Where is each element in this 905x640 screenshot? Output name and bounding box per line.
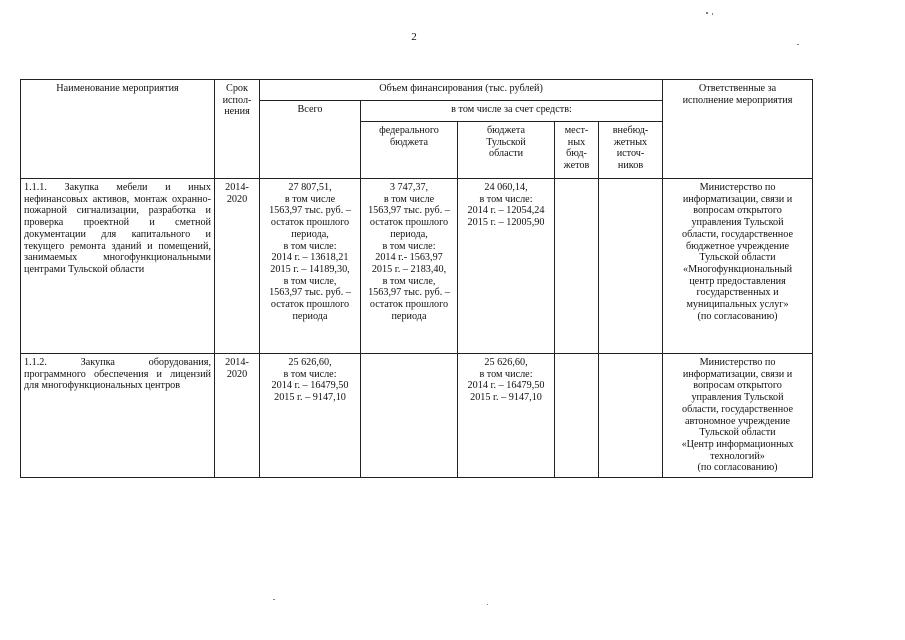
page-number: 2 [411,31,417,43]
header-including: в том числе за счет средств: [361,101,663,122]
header-funding: Объем финансирования (тыс. рублей) [260,80,663,101]
funding-extra [599,354,663,478]
header-regional: бюджета Тульской области [458,122,555,179]
responsible-party: Министерство по информатизации, связи и вопросам открытого управления Тульской области, государственное автономное учреждение Тульской области «Центр информационных технологий» (по согласованию) [663,354,813,478]
table-row [21,354,813,478]
table-row [21,179,813,354]
activity-name: 1.1.1. Закупка мебели и иных нефинансовых активов, монтаж охранно-пожарной сигнализации, разработка и проверка проектной и сметной документации для капитального и текущего ремонта зданий и помещений, занимаемых многофункциональными центрами Тульской области [21,179,215,354]
scan-speck [487,604,488,605]
funding-extra [599,179,663,354]
scan-speck [273,599,275,600]
activity-name: 1.1.2. Закупка оборудования, программного обеспечения и лицензий для многофункциональных центров [21,354,215,478]
funding-local [555,354,599,478]
funding-regional: 25 626,60, в том числе: 2014 г. – 16479,50 2015 г. – 9147,10 [458,354,555,478]
funding-local [555,179,599,354]
header-federal: федерального бюджета [361,122,458,179]
header-row [21,80,813,101]
funding-federal: 3 747,37, в том числе 1563,97 тыс. руб. – остаток прошлого периода, в том числе: 2014 г.- 1563,97 2015 г. – 2183,40, в том числе, 1563,97 тыс. руб. – остаток прошлого периода [361,179,458,354]
funding-table [20,79,813,478]
header-name: Наименование мероприятия [21,80,215,179]
activity-term: 2014- 2020 [215,179,260,354]
scan-speck [797,44,799,45]
funding-federal [361,354,458,478]
funding-regional: 24 060,14, в том числе: 2014 г. – 12054,24 2015 г. – 12005,90 [458,179,555,354]
header-extra: внебюд- жетных источ- ников [599,122,663,179]
funding-total: 25 626,60, в том числе: 2014 г. – 16479,50 2015 г. – 9147,10 [260,354,361,478]
header-local: мест- ных бюд- жетов [555,122,599,179]
scan-speck [712,13,713,15]
activity-term: 2014- 2020 [215,354,260,478]
responsible-party: Министерство по информатизации, связи и вопросам открытого управления Тульской области, государственное бюджетное учреждение Тульской области «Многофункциональный центр предоставления государственных и муниципальных услуг» (по согласованию) [663,179,813,354]
header-term: Срок испол- нения [215,80,260,179]
header-responsible: Ответственные за исполнение мероприятия [663,80,813,179]
scan-speck [706,12,708,14]
funding-total: 27 807,51, в том числе 1563,97 тыс. руб. – остаток прошлого периода, в том числе: 2014 г. – 13618,21 2015 г. – 14189,30, в том числе, 1563,97 тыс. руб. – остаток прошлого периода [260,179,361,354]
header-total: Всего [260,101,361,179]
